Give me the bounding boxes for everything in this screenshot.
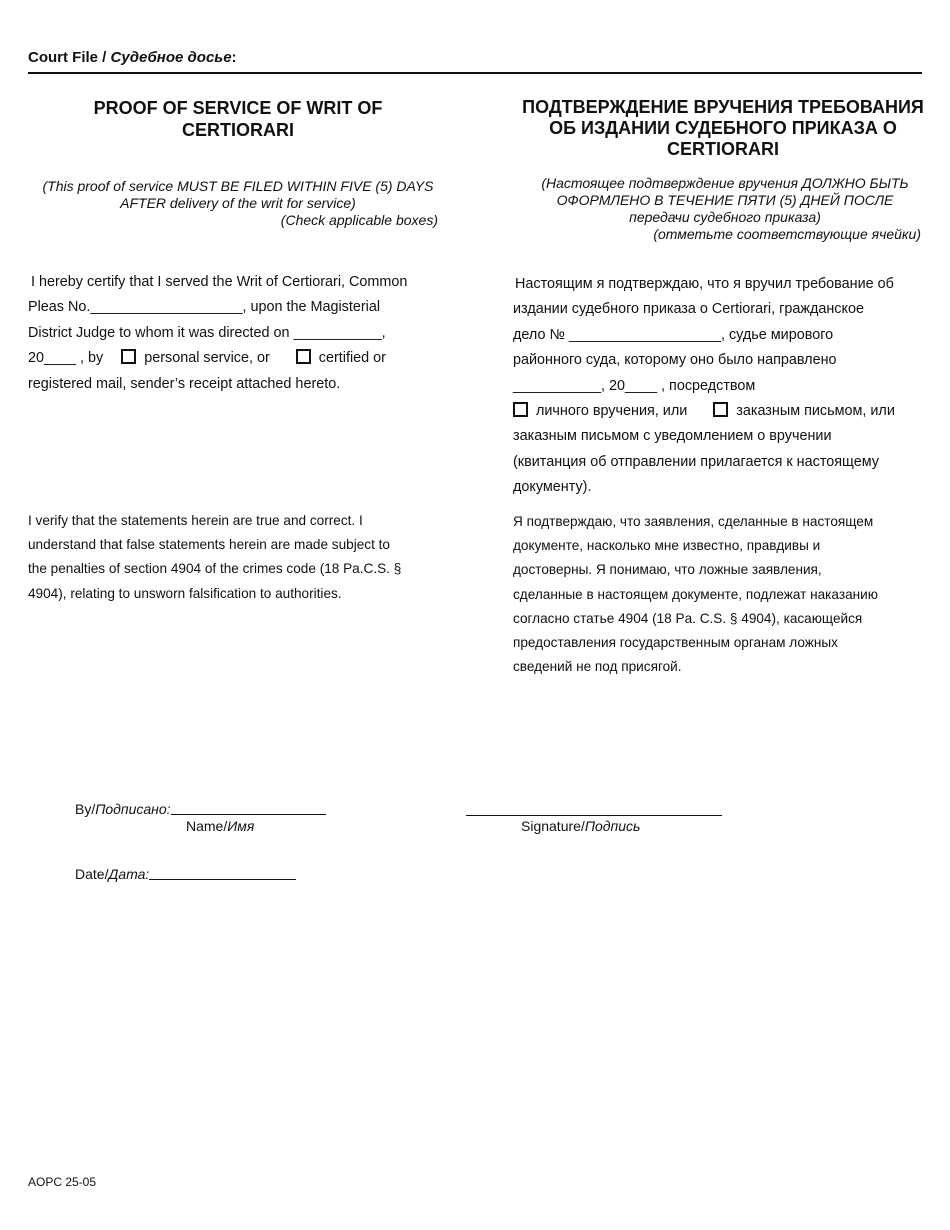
filing-note-english: (This proof of service MUST BE FILED WITHIN FIVE (5) DAYS AFTER delivery of the writ for service) (Check applicable boxes) — [42, 178, 438, 228]
by-field: By/Подписано: — [75, 801, 326, 817]
date-line[interactable] — [149, 866, 296, 880]
title-english: PROOF OF SERVICE OF WRIT OF CERTIORARI — [93, 98, 383, 140]
certification-russian: Настоящим я подтверждаю, что я вручил требование об издании судебного приказа о Certiorari, гражданское дело № ___________________, судье мирового районного суда, которому оно было направлено ___________, 20____ , посредством личного вручения, или заказным письмом, или заказным письмом с уведомлением о вручении (квитанция об отправлении прилагается к настоящему документу). — [513, 276, 895, 496]
certified-mail-checkbox[interactable] — [296, 349, 311, 364]
personal-service-checkbox[interactable] — [121, 349, 136, 364]
verification-english: I verify that the statements herein are true and correct. I understand that false statements herein are made subject to the penalties of section 4904 of the crimes code (18 Pa.C.S. § 4904), relating to unsworn falsification to authorities. — [28, 513, 402, 601]
by-name-line[interactable] — [171, 801, 326, 815]
date-field: Date/Дата: — [75, 866, 296, 882]
court-file-label: Court File / Судебное досье: — [28, 49, 237, 66]
filing-note-russian: (Настоящее подтверждение вручения ДОЛЖНО БЫТЬ ОФОРМЛЕНО В ТЕЧЕНИЕ ПЯТИ (5) ДНЕЙ ПОСЛЕ передачи судебного приказа) (отметьте соответствующие ячейки) — [541, 175, 921, 242]
verification-russian: Я подтверждаю, что заявления, сделанные в настоящем документе, насколько мне известно, правдивы и достоверны. Я понимаю, что ложные заявления, сделанные в настоящем документе, подлежат наказанию согласно статье 4904 (18 Pa. C.S. § 4904), касающейся предоставления государственным органам ложных сведений не под присягой. — [513, 514, 878, 675]
form-number: AOPC 25-05 — [28, 1175, 97, 1189]
certification-english: I hereby certify that I served the Writ of Certiorari, Common Pleas No.___________________, upon the Magisterial District Judge to whom it was directed on ___________, 20____ , by personal service, or certified or registered mail, sender’s receipt attached hereto. — [28, 274, 408, 392]
title-russian: ПОДТВЕРЖДЕНИЕ ВРУЧЕНИЯ ТРЕБОВАНИЯ ОБ ИЗДАНИИ СУДЕБНОГО ПРИКАЗА О CERTIORARI — [522, 97, 924, 159]
header-divider — [28, 72, 922, 74]
registered-mail-checkbox-ru[interactable] — [713, 402, 728, 417]
signature-label: Signature/Подпись — [521, 818, 641, 834]
name-label: Name/Имя — [186, 818, 255, 834]
personal-delivery-checkbox-ru[interactable] — [513, 402, 528, 417]
signature-line[interactable] — [466, 815, 722, 816]
